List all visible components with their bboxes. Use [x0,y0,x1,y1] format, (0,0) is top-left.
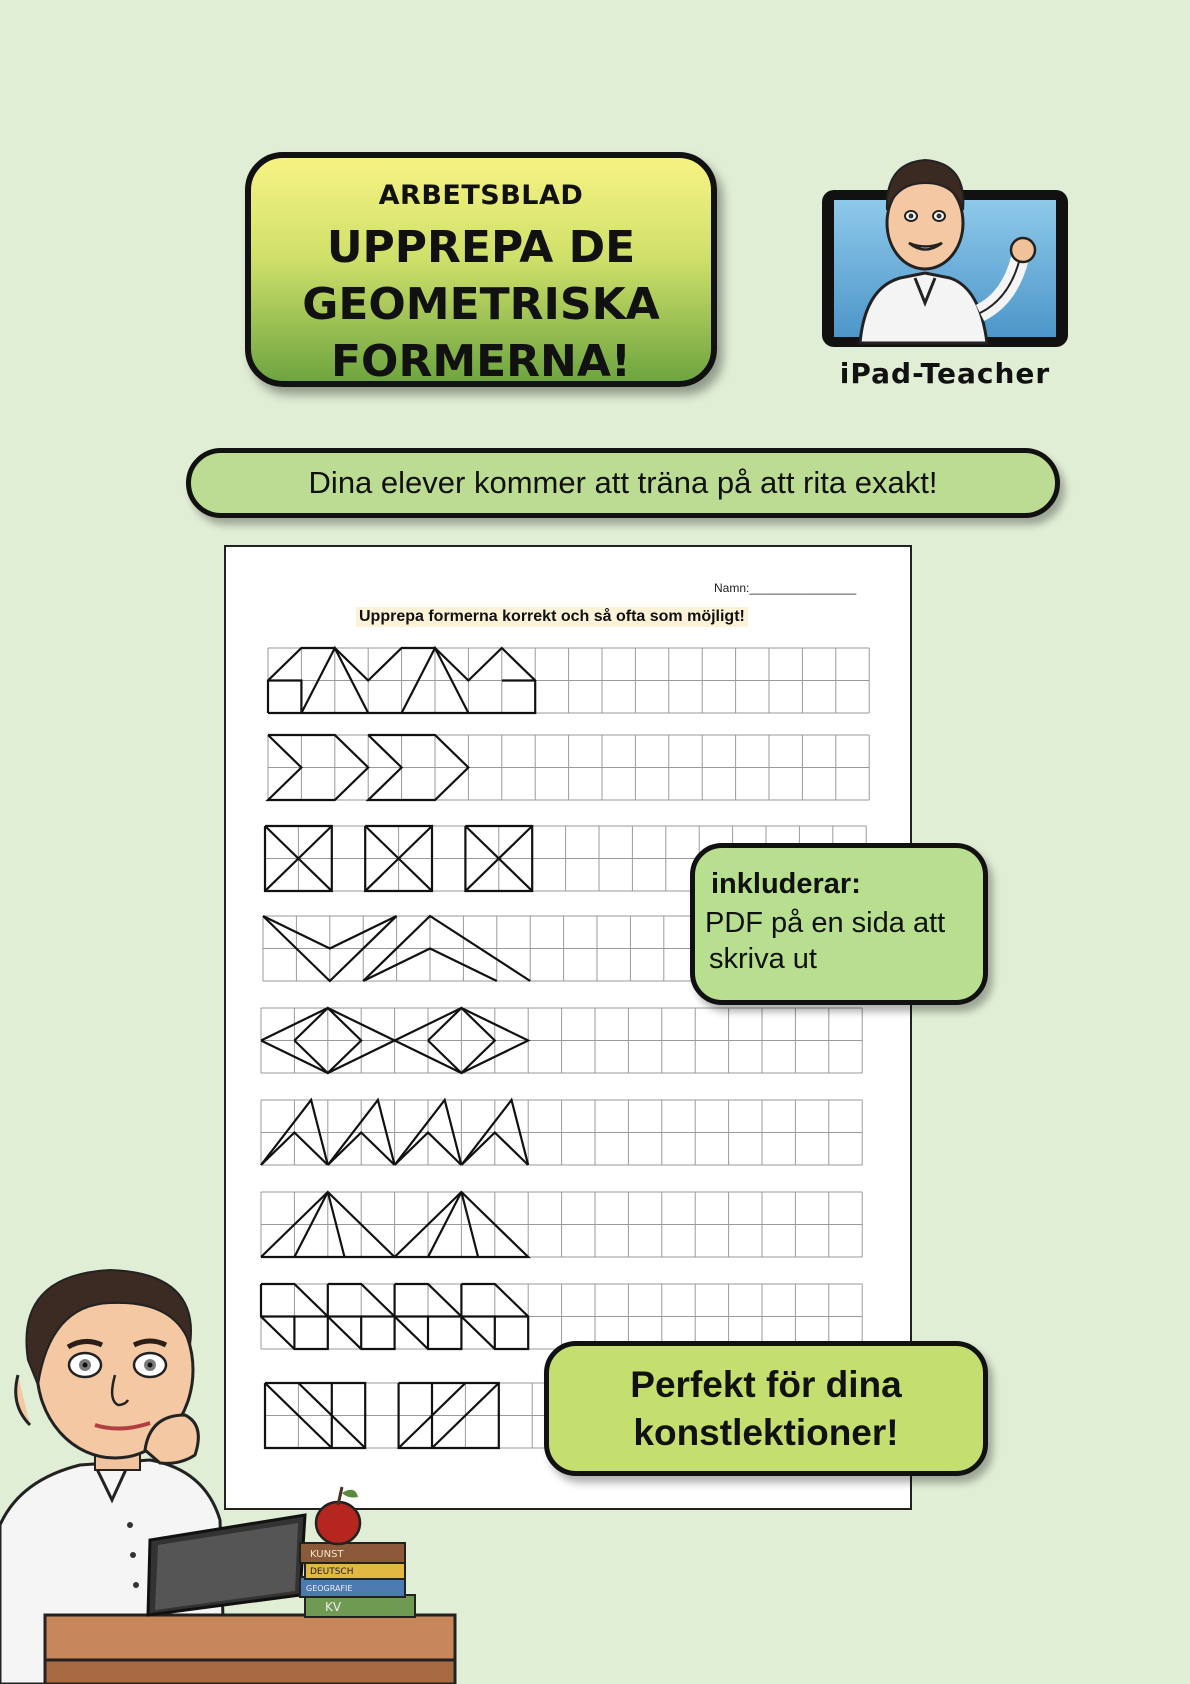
title-line-3: FORMERNA! [330,336,631,387]
grid-row-5 [261,1008,862,1073]
book-label-kunst: KUNST [310,1549,344,1560]
grid-row-1 [268,648,869,713]
book-label-deutsch: DEUTSCH [310,1567,354,1577]
tagline-text: Dina elever kommer att träna på att rita exakt! [308,465,938,500]
grid-row-6 [261,1100,862,1165]
name-field-label: Namn:________________ [714,581,857,595]
ipad-teacher-logo [815,138,1075,393]
book-label-kv: KV [325,1600,342,1614]
title-heading [251,219,711,390]
teacher-at-desk-illustration [0,1265,470,1684]
tagline-banner [186,448,1060,518]
promo-box [544,1341,988,1476]
title-line-2: GEOMETRISKA [302,279,660,330]
includes-heading: inkluderar: [711,868,861,900]
promo-line-1: Perfekt för dina [630,1363,902,1405]
promo-line-2: konstlektioner! [633,1411,899,1453]
title-box [245,152,717,387]
includes-box [690,843,988,1005]
grid-row-7 [261,1192,862,1257]
title-kicker: ARBETSBLAD [378,180,584,211]
title-line-1: UPPREPA DE [326,222,636,273]
book-label-geografie: GEOGRAFIE [306,1584,353,1593]
brand-label: iPad-Teacher [839,357,1051,390]
worksheet-instruction: Upprepa formerna korrekt och så ofta som möjligt! [356,607,748,627]
includes-line-2: skriva ut [709,943,817,975]
includes-line-1: PDF på en sida att [705,907,946,939]
grid-row-2 [268,735,869,800]
